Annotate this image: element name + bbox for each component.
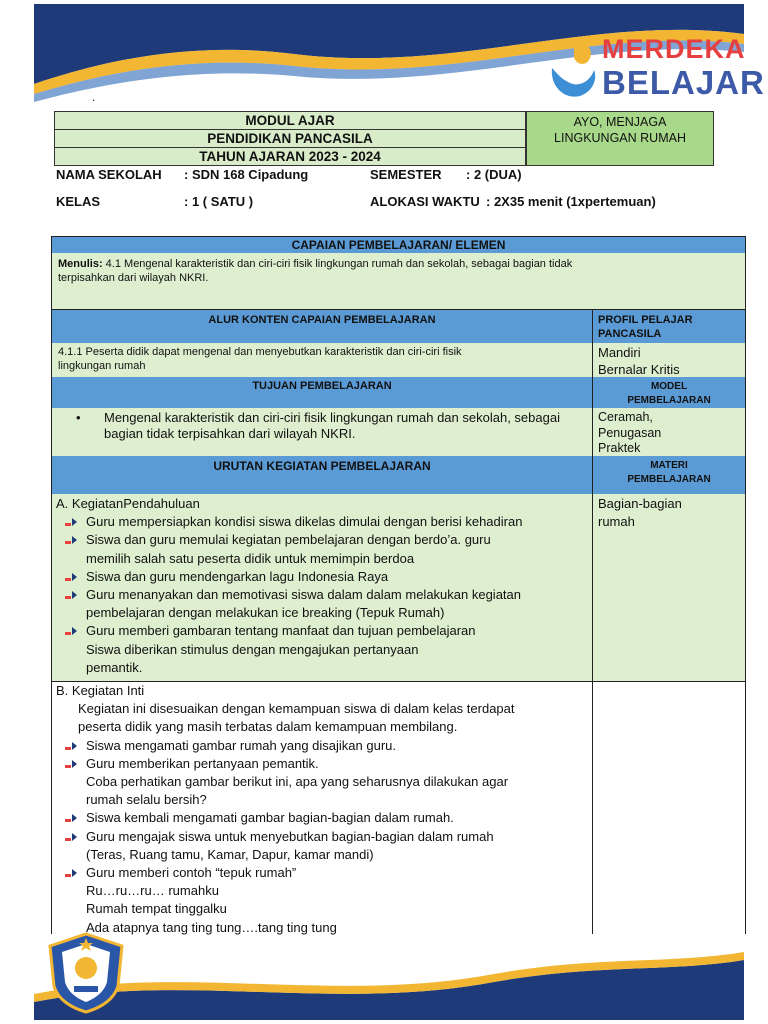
- time-value: : 2X35 menit (1xpertemuan): [486, 194, 656, 209]
- arrow-bullet-icon: [64, 625, 78, 637]
- section-b-item-text: rumah selalu bersih?: [86, 792, 207, 808]
- theme-line-2: LINGKUNGAN RUMAH: [554, 131, 686, 145]
- logo-mark-icon: [544, 38, 600, 102]
- module-title-box: [54, 111, 526, 166]
- urutan-header: URUTAN KEGIATAN PEMBELAJARAN: [213, 459, 431, 473]
- semester-value: : 2 (DUA): [466, 167, 522, 182]
- tujuan-header-row: [52, 377, 745, 408]
- cp-content-row: [52, 253, 745, 309]
- section-a-item: [56, 531, 590, 549]
- section-a-item-text: pembelajaran dengan melakukan ice breaking (Tepuk Rumah): [86, 605, 445, 621]
- section-b-item: [56, 900, 590, 918]
- model-value-1: Ceramah,: [598, 410, 653, 424]
- logo-word-belajar: BELAJAR: [602, 64, 765, 101]
- arrow-bullet-icon: [64, 571, 78, 583]
- section-a-items: [56, 513, 590, 677]
- section-a-item: [56, 513, 590, 531]
- section-a-item: [56, 604, 590, 622]
- theme-box: [526, 111, 714, 166]
- section-b-item-text: Guru memberikan pertanyaan pemantik.: [86, 755, 319, 771]
- section-b-item-text: Ada atapnya tang ting tung….tang ting tung: [86, 919, 337, 935]
- section-b-item: [56, 828, 590, 846]
- cp-header-row: [52, 237, 745, 253]
- materi-value-2: rumah: [598, 514, 635, 530]
- school-value: : SDN 168 Cipadung: [184, 167, 309, 182]
- cp-text-line-1: 4.1 Mengenal karakteristik dan ciri-ciri fisik lingkungan rumah dan sekolah, sebagai bagian tidak: [102, 258, 573, 270]
- section-b-intro-1: Kegiatan ini disesuaikan dengan kemampuan siswa di dalam kelas terdapat: [78, 701, 515, 717]
- section-a-item-text: memilih salah satu peserta didik untuk memimpin berdoa: [86, 550, 415, 566]
- materi-values: [598, 495, 682, 531]
- section-a-item-text: Siswa diberikan stimulus dengan mengajukan pertanyaan: [86, 641, 419, 657]
- profil-value-2: Bernalar Kritis: [598, 362, 680, 377]
- section-b-item-text: Rumah tempat tinggalku: [86, 901, 227, 917]
- section-a-item: [56, 550, 590, 568]
- alur-content-row: [52, 343, 745, 377]
- semester-label: SEMESTER: [370, 167, 442, 182]
- profil-value-1: Mandiri: [598, 345, 641, 360]
- tujuan-content-row: [52, 408, 745, 456]
- arrow-bullet-icon: [64, 516, 78, 528]
- section-b-item: [56, 737, 590, 755]
- section-b-item-text: Siswa kembali mengamati gambar bagian-bagian dalam rumah.: [86, 810, 454, 826]
- section-b-item: [56, 791, 590, 809]
- model-header-line-2: PEMBELAJARAN: [627, 395, 711, 406]
- section-a-item-text: Siswa dan guru mendengarkan lagu Indonesia Raya: [86, 568, 389, 584]
- tujuan-bullet-icon: •: [76, 410, 81, 425]
- section-a-item-text: Guru mempersiapkan kondisi siswa dikelas dimulai dengan berisi kehadiran: [86, 514, 523, 530]
- alur-header-row: [52, 310, 745, 343]
- section-a-item: [56, 641, 590, 659]
- section-a-list: [56, 495, 590, 677]
- stray-dot: .: [92, 90, 96, 104]
- section-b-item: [56, 864, 590, 882]
- document-page: [34, 4, 765, 1020]
- section-b-item: [56, 882, 590, 900]
- materi-header: [592, 459, 746, 487]
- arrow-bullet-icon: [64, 812, 78, 824]
- profil-values: [598, 344, 680, 378]
- section-b-list: [56, 682, 590, 937]
- section-b-item: [56, 755, 590, 773]
- section-b-item-text: Coba perhatikan gambar berikut ini, apa yang seharusnya dilakukan agar: [86, 774, 509, 790]
- section-a-item: [56, 586, 590, 604]
- model-values: [598, 410, 661, 457]
- arrow-bullet-icon: [64, 831, 78, 843]
- profil-header-line-1: PROFIL PELAJAR: [598, 314, 693, 326]
- arrow-bullet-icon: [64, 534, 78, 546]
- tujuan-header: TUJUAN PEMBELAJARAN: [252, 380, 392, 392]
- section-b-intro-2: peserta didik yang masih terbatas dalam kemampuan membilang.: [78, 719, 458, 735]
- section-a-item: [56, 659, 590, 677]
- materi-header-line-1: MATERI: [650, 460, 688, 471]
- urutan-header-row: [52, 456, 745, 494]
- section-b-title: B. Kegiatan Inti: [56, 683, 145, 698]
- section-b-item-text: Ru…ru…ru… rumahku: [86, 883, 219, 899]
- arrow-bullet-icon: [64, 758, 78, 770]
- cp-header: CAPAIAN PEMBELAJARAN/ ELEMEN: [291, 238, 506, 252]
- class-label: KELAS: [56, 194, 101, 209]
- tujuan-text-line-1: Mengenal karakteristik dan ciri-ciri fisik lingkungan rumah dan sekolah, sebagai: [104, 410, 560, 425]
- section-b-item: [56, 809, 590, 827]
- section-b-item-text: Siswa mengamati gambar rumah yang disajikan guru.: [86, 737, 396, 753]
- merdeka-belajar-logo: [544, 34, 765, 104]
- section-a-item: [56, 568, 590, 586]
- title-line-3: TAHUN AJARAN 2023 - 2024: [199, 149, 381, 164]
- section-a-row: [52, 494, 745, 681]
- cp-text: [58, 257, 738, 285]
- regional-emblem-icon: [44, 930, 128, 1014]
- section-a-item-text: Siswa dan guru memulai kegiatan pembelajaran dengan berdo’a. guru: [86, 532, 491, 548]
- lesson-table: [51, 236, 746, 934]
- school-label: NAMA SEKOLAH: [56, 167, 162, 182]
- logo-word-merdeka: MERDEKA: [602, 34, 746, 64]
- section-a-item: [56, 622, 590, 640]
- section-b-item-text: Guru mengajak siswa untuk menyebutkan bagian-bagian dalam rumah: [86, 828, 494, 844]
- alur-text: [58, 345, 588, 373]
- section-b-item: [56, 919, 590, 937]
- section-b-items: [56, 737, 590, 937]
- model-header-line-1: MODEL: [650, 381, 688, 392]
- arrow-bullet-icon: [64, 867, 78, 879]
- cp-label: Menulis:: [58, 258, 103, 270]
- section-b-item: [56, 773, 590, 791]
- section-b-row: [52, 682, 745, 934]
- section-a-item-text: pemantik.: [86, 659, 143, 675]
- model-value-3: Praktek: [598, 441, 641, 455]
- alur-text-line-2: lingkungan rumah: [58, 360, 146, 372]
- title-line-2: PENDIDIKAN PANCASILA: [55, 130, 525, 148]
- section-b-item-text: (Teras, Ruang tamu, Kamar, Dapur, kamar mandi): [86, 846, 374, 862]
- profil-header: [598, 313, 746, 341]
- class-value: : 1 ( SATU ): [184, 194, 254, 209]
- section-a-item-text: Guru memberi gambaran tentang manfaat dan tujuan pembelajaran: [86, 623, 476, 639]
- section-a-item-text: Guru menanyakan dan memotivasi siswa dalam dalam melakukan kegiatan: [86, 587, 521, 603]
- arrow-bullet-icon: [64, 589, 78, 601]
- section-a-title: A. KegiatanPendahuluan: [56, 496, 200, 511]
- theme-line-1: AYO, MENJAGA: [573, 115, 667, 129]
- profil-header-line-2: PANCASILA: [598, 328, 662, 340]
- time-label: ALOKASI WAKTU: [370, 194, 480, 209]
- model-value-2: Penugasan: [598, 425, 662, 440]
- alur-text-line-1: 4.1.1 Peserta didik dapat mengenal dan menyebutkan karakteristik dan ciri-ciri fisik: [58, 346, 462, 358]
- title-line-1: MODUL AJAR: [55, 112, 525, 130]
- materi-value-1: Bagian-bagian: [598, 496, 682, 511]
- section-b-item-text: Guru memberi contoh “tepuk rumah”: [86, 865, 297, 881]
- alur-header: ALUR KONTEN CAPAIAN PEMBELAJARAN: [208, 314, 436, 326]
- bottom-wave-decoration: [34, 942, 744, 1020]
- model-header: [592, 380, 746, 408]
- column-divider: [592, 310, 593, 934]
- tujuan-text-line-2: bagian tidak terpisahkan dari wilayah NKRI.: [104, 426, 356, 441]
- section-b-item: [56, 846, 590, 864]
- tujuan-text: [78, 410, 588, 442]
- arrow-bullet-icon: [64, 740, 78, 752]
- cp-text-line-2: terpisahkan dari wilayah NKRI.: [58, 272, 209, 284]
- materi-header-line-2: PEMBELAJARAN: [627, 474, 711, 485]
